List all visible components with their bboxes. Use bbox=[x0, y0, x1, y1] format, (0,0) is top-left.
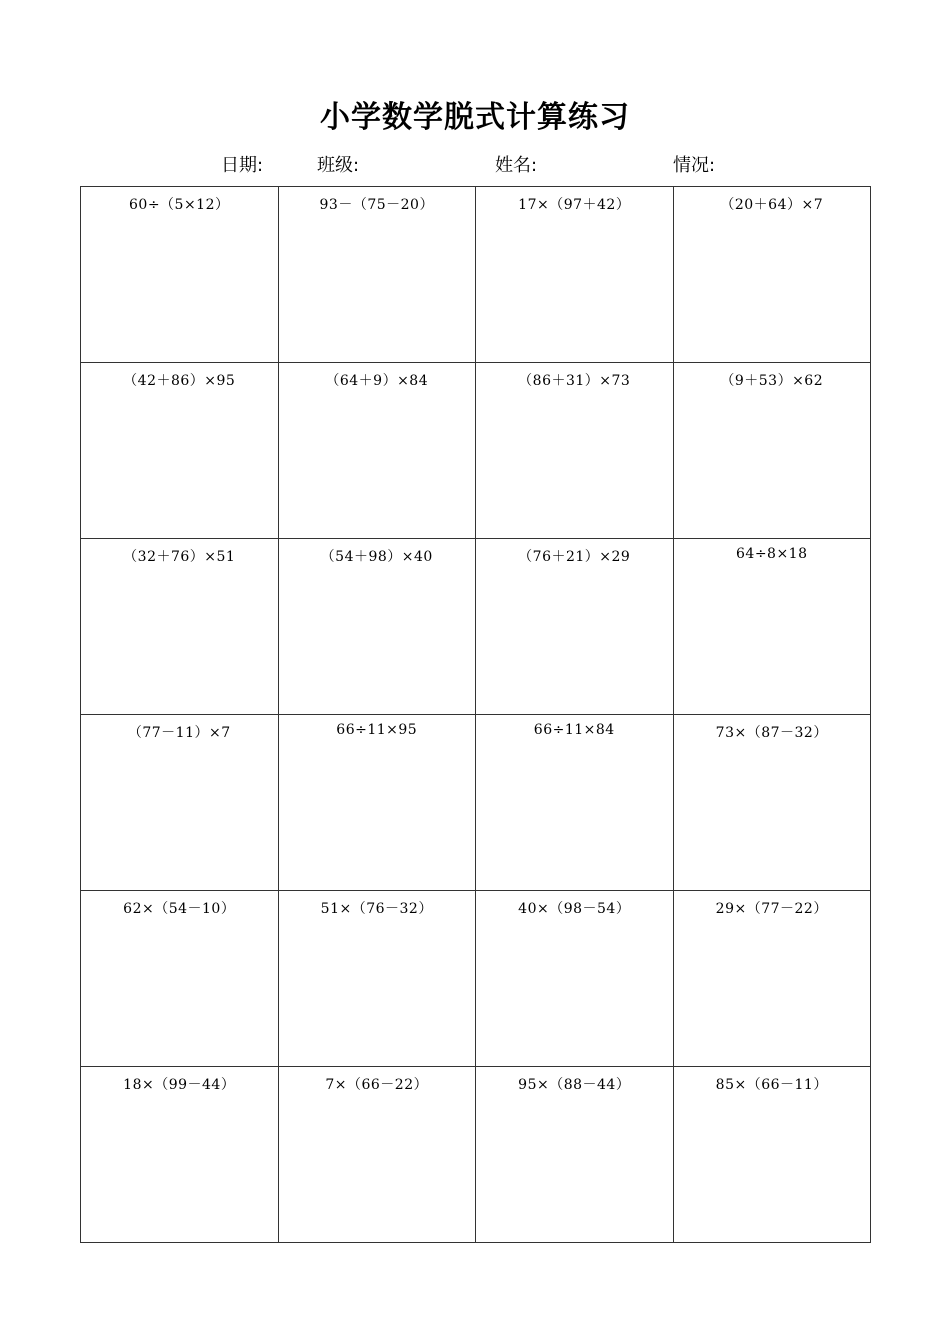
problem-cell bbox=[673, 363, 871, 539]
problem-cell bbox=[673, 187, 871, 363]
problem-cell bbox=[81, 1067, 279, 1243]
problem-expression: （20＋64）×7 bbox=[720, 197, 824, 213]
problem-expression: 51×（76－32） bbox=[320, 901, 433, 917]
problem-expression: 62×（54－10） bbox=[123, 901, 236, 917]
problem-expression: （86＋31）×73 bbox=[518, 373, 631, 389]
problem-cell bbox=[476, 891, 674, 1067]
problem-row bbox=[81, 891, 871, 1067]
problem-expression: 7×（66－22） bbox=[325, 1077, 429, 1093]
problem-row bbox=[81, 187, 871, 363]
status-field-label: 情况: bbox=[673, 155, 716, 176]
problem-expression: （54＋98）×40 bbox=[320, 549, 433, 565]
problem-cell bbox=[81, 891, 279, 1067]
problem-expression: 40×（98－54） bbox=[518, 901, 631, 917]
problem-expression: 73×（87－32） bbox=[715, 725, 828, 741]
problem-expression: （64＋9）×84 bbox=[325, 373, 429, 389]
problem-cell bbox=[81, 539, 279, 715]
problem-expression: 17×（97＋42） bbox=[518, 197, 631, 213]
problem-expression: 95×（88－44） bbox=[518, 1077, 631, 1093]
problem-cell bbox=[81, 363, 279, 539]
problem-cell bbox=[476, 187, 674, 363]
problem-row bbox=[81, 715, 871, 891]
problem-expression: 66÷11×84 bbox=[533, 722, 615, 738]
date-field-label: 日期: bbox=[221, 155, 264, 176]
problem-expression: 29×（77－22） bbox=[715, 901, 828, 917]
problem-cell bbox=[476, 363, 674, 539]
problem-cell bbox=[673, 891, 871, 1067]
problem-row bbox=[81, 363, 871, 539]
problem-cell bbox=[278, 363, 476, 539]
problem-cell bbox=[673, 1067, 871, 1243]
problem-cell bbox=[476, 1067, 674, 1243]
problem-row bbox=[81, 1067, 871, 1243]
problem-cell bbox=[278, 187, 476, 363]
problem-expression: （42＋86）×95 bbox=[123, 373, 236, 389]
problem-cell bbox=[81, 187, 279, 363]
problem-cell bbox=[673, 539, 871, 715]
problem-cell bbox=[278, 891, 476, 1067]
problem-expression: （76＋21）×29 bbox=[518, 549, 631, 565]
problem-expression: 18×（99－44） bbox=[123, 1077, 236, 1093]
problem-grid bbox=[80, 186, 871, 1243]
problem-expression: 60÷（5×12） bbox=[129, 197, 230, 213]
problem-cell bbox=[81, 715, 279, 891]
problem-cell bbox=[476, 539, 674, 715]
class-field-label: 班级: bbox=[317, 155, 360, 176]
problem-expression: 85×（66－11） bbox=[715, 1077, 828, 1093]
problem-expression: 66÷11×95 bbox=[336, 722, 418, 738]
problem-cell bbox=[476, 715, 674, 891]
problem-expression: 93－（75－20） bbox=[319, 197, 434, 213]
problem-expression: （9＋53）×62 bbox=[720, 373, 824, 389]
problem-cell bbox=[278, 715, 476, 891]
student-info-row bbox=[0, 151, 950, 175]
problem-expression: 64÷8×18 bbox=[736, 546, 808, 562]
problem-expression: （77－11）×7 bbox=[127, 725, 231, 741]
problem-expression: （32＋76）×51 bbox=[123, 549, 236, 565]
problem-row bbox=[81, 539, 871, 715]
problem-cell bbox=[278, 1067, 476, 1243]
worksheet-title: 小学数学脱式计算练习 bbox=[320, 100, 630, 135]
problem-cell bbox=[673, 715, 871, 891]
problem-cell bbox=[278, 539, 476, 715]
name-field-label: 姓名: bbox=[495, 155, 538, 176]
